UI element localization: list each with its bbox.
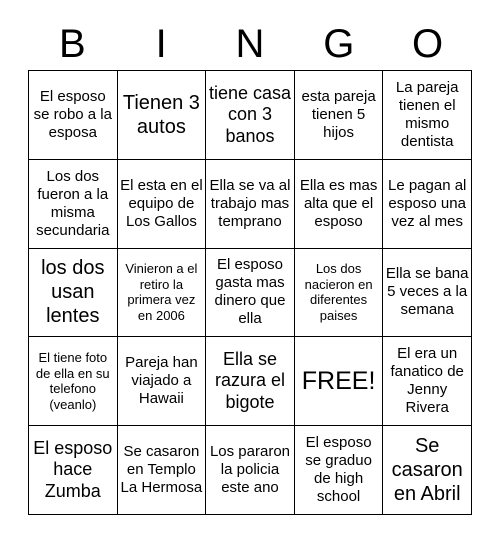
header-letter-b: B (59, 22, 86, 66)
header-letter-i: I (155, 22, 167, 66)
bingo-cell[interactable]: Ella se bana 5 veces a la semana (383, 249, 472, 338)
bingo-card (28, 70, 472, 515)
bingo-cell[interactable]: Pareja han viajado a Hawaii (118, 337, 207, 426)
bingo-cell[interactable]: Se casaron en Abril (383, 426, 472, 515)
bingo-cell[interactable]: Vinieron a el retiro la primera vez en 2006 (118, 249, 207, 338)
bingo-header (28, 18, 472, 70)
bingo-cell[interactable]: Ella es mas alta que el esposo (295, 160, 384, 249)
bingo-cell[interactable]: Se casaron en Templo La Hermosa (118, 426, 207, 515)
bingo-cell[interactable]: El esposo se robo a la esposa (29, 71, 118, 160)
bingo-cell[interactable]: Ella se va al trabajo mas temprano (206, 160, 295, 249)
bingo-cell[interactable]: esta pareja tienen 5 hijos (295, 71, 384, 160)
bingo-cell[interactable]: El tiene foto de ella en su telefono (veanlo) (29, 337, 118, 426)
header-letter-o: O (412, 22, 444, 66)
bingo-cell[interactable]: tiene casa con 3 banos (206, 71, 295, 160)
bingo-cell[interactable]: Los pararon la policia este ano (206, 426, 295, 515)
bingo-cell[interactable]: Los dos nacieron en diferentes paises (295, 249, 384, 338)
bingo-cell[interactable]: El esta en el equipo de Los Gallos (118, 160, 207, 249)
bingo-cell[interactable]: Tienen 3 autos (118, 71, 207, 160)
header-letter-n: N (235, 22, 265, 66)
bingo-cell[interactable]: El era un fanatico de Jenny Rivera (383, 337, 472, 426)
bingo-cell[interactable]: El esposo se graduo de high school (295, 426, 384, 515)
bingo-cell[interactable]: los dos usan lentes (29, 249, 118, 338)
bingo-cell[interactable]: Ella se razura el bigote (206, 337, 295, 426)
header-letter-g: G (323, 22, 355, 66)
bingo-cell[interactable]: Le pagan al esposo una vez al mes (383, 160, 472, 249)
bingo-cell[interactable]: Los dos fueron a la misma secundaria (29, 160, 118, 249)
bingo-cell[interactable]: El esposo gasta mas dinero que ella (206, 249, 295, 338)
bingo-cell[interactable]: La pareja tienen el mismo dentista (383, 71, 472, 160)
free-space[interactable]: FREE! (295, 337, 384, 426)
bingo-cell[interactable]: El esposo hace Zumba (29, 426, 118, 515)
